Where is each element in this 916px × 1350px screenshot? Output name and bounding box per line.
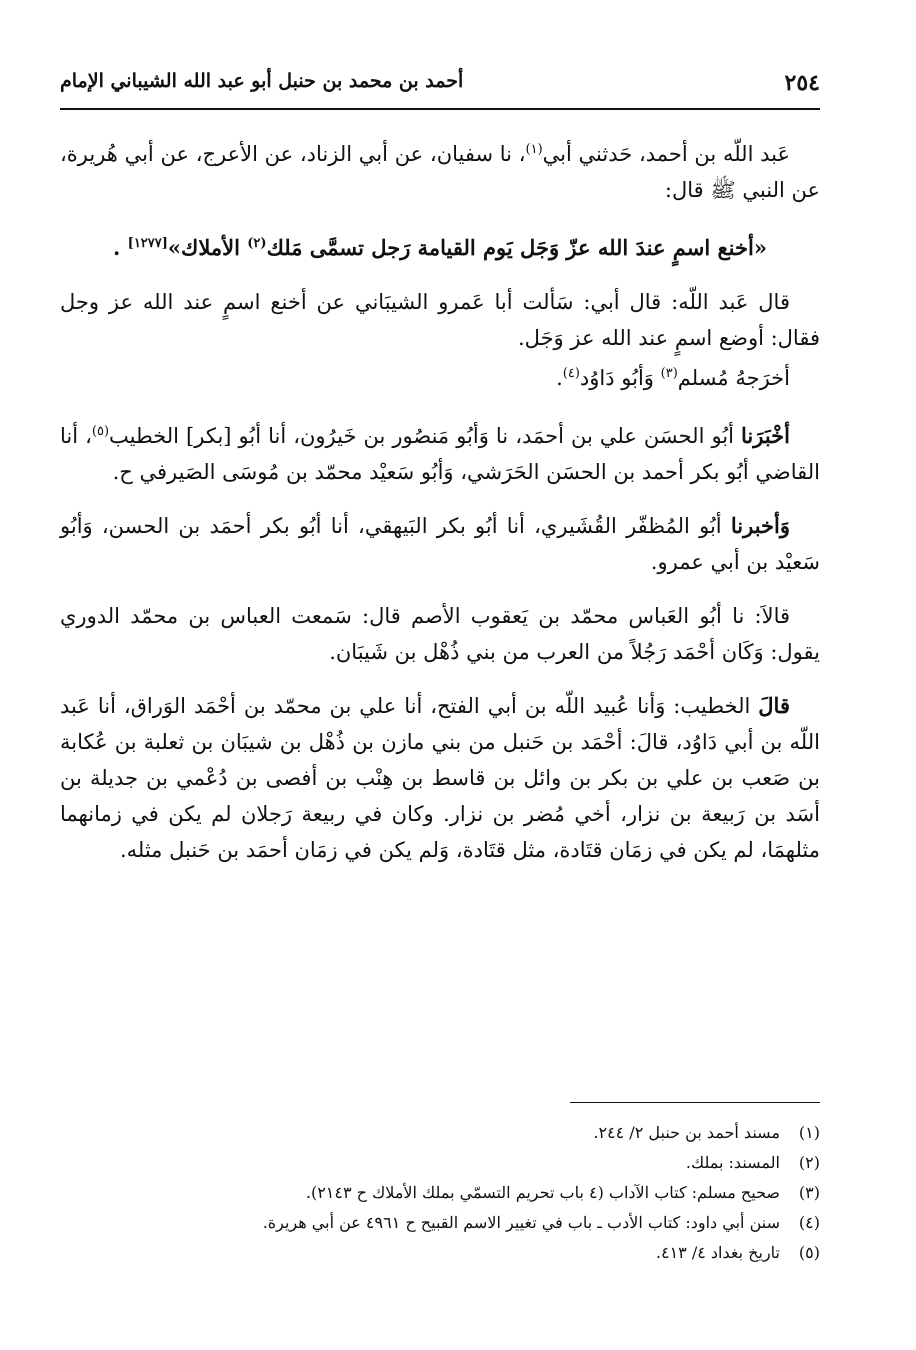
footnote-marker: (١) — [525, 142, 543, 157]
paragraph-text: أخرَجهُ مُسلم — [677, 366, 790, 390]
paragraph-text: وَأبُو دَاوُد — [579, 366, 661, 390]
paragraph-text: قال عَبد اللّه: قال أبي: سَألت أبا عَمرو الشيبَاني عن أخنع اسمٍ عند الله عز وجل فقال: أوضع اسمٍ عند الله عز وَجَل. — [60, 290, 820, 350]
paragraph-lead-word: وَأخبرنا — [730, 513, 790, 538]
hadith-part: الأملاك» — [167, 235, 248, 260]
hadith-part: «أخنع اسمٍ عندَ الله عزّ وَجَل يَوم القيامة رَجل تسمَّى مَلك — [266, 235, 767, 260]
paragraph-text: الخطيب: وَأنا عُبيد اللّه بن أبي الفتح، أنا علي بن محمّد بن أحْمَد الوَراق، أنا عَبد اللّه بن أبي دَاوُد، قالَ: أحْمَد بن حَنبل من بني مازن بن ذُهْل بن شيبَان بن ثعلبة بن عُكابة بن صَعب بن علي بن بكر بن وائل بن قاسط بن هِنْب بن أفصى بن دُعْمي بن جديلة بن أسَد بن رَبيعة بن نزار، أخي مُضر بن نزار. وكان في ربيعة رَجلان لم يكن في زمانهما مثلهمَا، لم يكن في زمَان قتَادة، مثل قتَادة، وَلم يكن في زمَان أحمَد بن حَنبل مثله. — [60, 694, 820, 862]
paragraph-comment — [60, 284, 820, 356]
paragraph-text: أبُو الحسَن علي بن أحمَد، نا وَأبُو مَنصُور بن خَيرُون، أنا أبُو [بكر] الخطيب — [109, 424, 742, 448]
footnote-item — [60, 1178, 820, 1208]
footnote-text: مسند أحمد بن حنبل ٢/ ٢٤٤. — [593, 1123, 780, 1142]
paragraph-isnad-3 — [60, 508, 820, 580]
footnote-text: المسند: بملك. — [685, 1153, 780, 1172]
hadith-end: . — [113, 235, 121, 260]
paragraph-takhrij — [60, 356, 820, 396]
paragraph-lead-word: قالَ — [758, 693, 790, 718]
footnote-item — [60, 1238, 820, 1268]
footnote-number: (٢) — [798, 1153, 820, 1172]
running-title: أحمد بن محمد بن حنبل أبو عبد الله الشيباني الإمام — [60, 70, 464, 92]
page-header — [60, 60, 820, 110]
paragraph-isnad-4 — [60, 598, 820, 670]
footnote-item — [60, 1118, 820, 1148]
paragraph-text: أبُو المُظفّر القُشَيري، أنا أبُو بكر البَيهقي، أنا أبُو بكر أحمَد بن الحسن، وَأبُو سَعيْد بن أبي عمرو. — [60, 514, 820, 574]
footnote-text: سنن أبي داود: كتاب الأدب ـ باب في تغيير الاسم القبيح ح ٤٩٦١ عن أبي هريرة. — [262, 1213, 780, 1232]
paragraph-isnad-2 — [60, 414, 820, 490]
footnote-number: (١) — [798, 1123, 820, 1142]
paragraph-lineage — [60, 688, 820, 868]
page-number: ٢٥٤ — [784, 70, 820, 96]
footnote-marker: (٥) — [91, 424, 110, 439]
footnote-number: (٥) — [798, 1243, 820, 1262]
paragraph-text: عَبد اللّه بن أحمد، حَدثني أبي — [542, 142, 790, 166]
footnote-text: تاريخ بغداد ٤/ ٤١٣. — [655, 1243, 780, 1262]
footnote-item — [60, 1148, 820, 1178]
paragraph-isnad-1 — [60, 132, 820, 208]
hadith-reference-number: [١٢٧٧] — [127, 236, 168, 251]
footnote-divider — [570, 1102, 820, 1103]
footnotes — [60, 1118, 820, 1268]
paragraph-lead-word: أخْبَرَنا — [741, 423, 790, 448]
paragraph-text: ، أنا القاضي أبُو بكر أحمد بن الحسَن الحَرَشي، وَأبُو سَعيْد محمّد بن مُوسَى الصَيرفي ح. — [60, 424, 820, 484]
footnote-marker: (٣) — [660, 366, 678, 381]
footnote-marker: (٢) — [247, 236, 267, 251]
paragraph-text: ، نا سفيان، عن أبي الزناد، عن الأعرج، عن أبي هُريرة، عن النبي ﷺ قال: — [60, 142, 820, 202]
page-body — [60, 132, 820, 886]
footnote-number: (٣) — [798, 1183, 820, 1202]
footnote-number: (٤) — [798, 1213, 820, 1232]
paragraph-text: قالاَ: نا أبُو العَباس محمّد بن يَعقوب الأصم قال: سَمعت العباس بن محمّد الدوري يقول: وَكَان أحْمَد رَجُلاً من العرب من بني ذُهْل بن شَيبَان. — [60, 604, 820, 664]
footnote-text: صحيح مسلم: كتاب الآداب (٤ باب تحريم التسمّي بملك الأملاك ح ٢١٤٣). — [305, 1183, 780, 1202]
book-page — [60, 60, 820, 1320]
hadith-text — [60, 226, 820, 266]
footnote-marker: (٤) — [562, 366, 580, 381]
paragraph-text: . — [556, 366, 563, 390]
footnote-item — [60, 1208, 820, 1238]
